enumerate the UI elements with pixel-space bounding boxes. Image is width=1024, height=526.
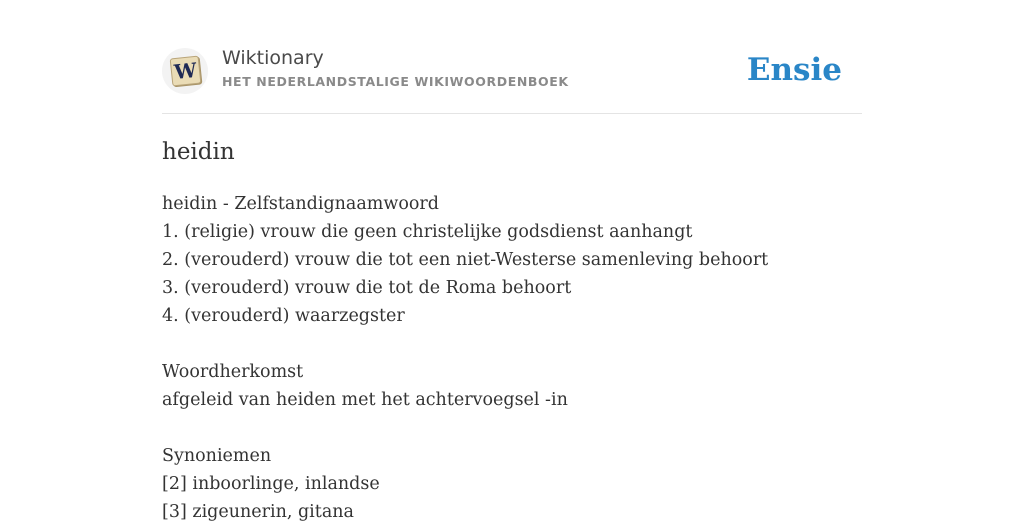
site-title[interactable]: Wiktionary bbox=[222, 47, 324, 69]
page bbox=[162, 0, 862, 522]
definition-item: 4. (verouderd) waarzegster bbox=[162, 306, 405, 326]
definition-item: 1. (religie) vrouw die geen christelijke godsdienst aanhangt bbox=[162, 222, 693, 242]
definition-item: 2. (verouderd) vrouw die tot een niet-Westerse samenleving behoort bbox=[162, 250, 769, 270]
etymology-heading: Woordherkomst bbox=[162, 362, 304, 382]
word-class-line: heidin - Zelfstandignaamwoord bbox=[162, 194, 439, 214]
ensie-brand-link[interactable]: Ensie bbox=[746, 52, 842, 88]
logo-letter: W bbox=[173, 57, 198, 85]
header-divider bbox=[162, 113, 862, 114]
synonym-item: [3] zigeunerin, gitana bbox=[162, 502, 354, 522]
synonyms-heading: Synoniemen bbox=[162, 446, 272, 466]
synonym-item: [2] inboorlinge, inlandse bbox=[162, 474, 380, 494]
page-title: heidin bbox=[162, 139, 235, 165]
spacer bbox=[162, 330, 862, 358]
wiktionary-tile-icon bbox=[170, 56, 202, 87]
wiktionary-logo[interactable] bbox=[162, 48, 208, 94]
entry-body bbox=[162, 190, 862, 526]
site-subtitle: HET NEDERLANDSTALIGE WIKIWOORDENBOEK bbox=[222, 74, 569, 89]
spacer bbox=[162, 414, 862, 442]
site-header bbox=[162, 46, 862, 96]
definition-item: 3. (verouderd) vrouw die tot de Roma behoort bbox=[162, 278, 572, 298]
etymology-text: afgeleid van heiden met het achtervoegsel -in bbox=[162, 390, 568, 410]
